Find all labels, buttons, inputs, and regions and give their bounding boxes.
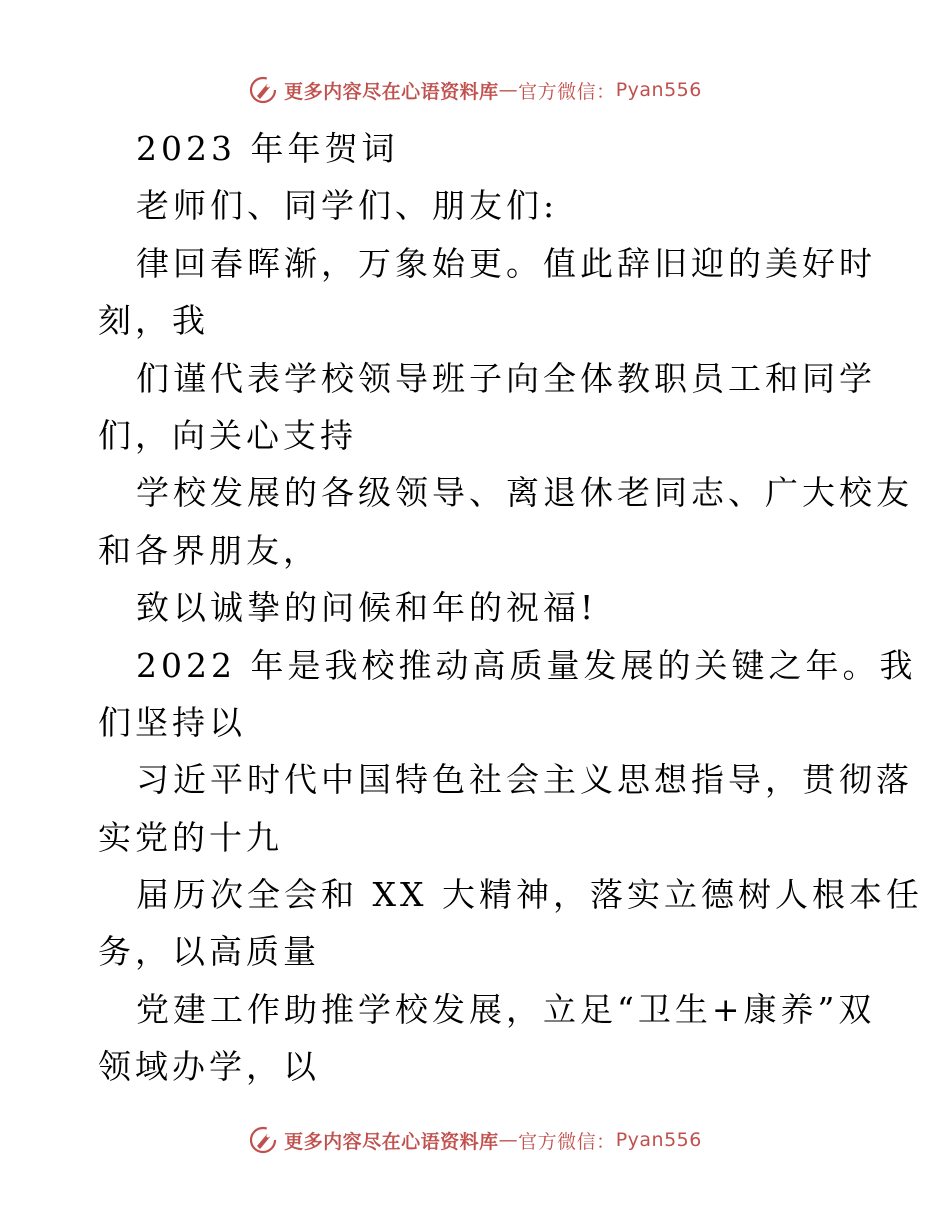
paragraph-line: 刻，我 xyxy=(98,301,209,341)
banner-contact-id: Pyan556 xyxy=(615,1129,702,1151)
banner-separator: — xyxy=(498,79,519,101)
paragraph-line: 届历次全会和 XX 大精神，落实立德树人根本任 xyxy=(136,875,923,915)
paragraph-line: 们，向关心支持 xyxy=(98,415,357,455)
paragraph-line: 领域办学，以 xyxy=(98,1047,320,1087)
banner-contact-label: 官方微信： xyxy=(518,1130,616,1153)
paragraph-line: 和各界朋友， xyxy=(98,530,320,570)
paragraph-line: 习近平时代中国特色社会主义思想指导，贯彻落 xyxy=(136,760,913,800)
header-banner xyxy=(0,70,950,110)
paragraph-line: 2022 年是我校推动高质量发展的关键之年。我 xyxy=(136,645,917,685)
paragraph-line: 们谨代表学校领导班子向全体教职员工和同学 xyxy=(136,358,876,398)
banner-contact-id: Pyan556 xyxy=(615,79,702,101)
banner-separator: — xyxy=(498,1129,519,1151)
salutation: 老师们、同学们、朋友们: xyxy=(136,186,559,226)
banner-contact-label: 官方微信： xyxy=(518,80,616,103)
banner-brand: 更多内容尽在心语资料库 xyxy=(284,80,499,103)
banner-brand: 更多内容尽在心语资料库 xyxy=(284,1130,499,1153)
paragraph-line: 党建工作助推学校发展，立足“卫生+康养”双 xyxy=(136,989,876,1029)
paragraph-line: 致以诚挚的问候和年的祝福! xyxy=(136,588,598,628)
pen-nib-logo-icon xyxy=(248,75,278,105)
document-title: 2023 年年贺词 xyxy=(136,129,399,168)
pen-nib-logo-icon xyxy=(248,1125,278,1155)
paragraph-line: 务，以高质量 xyxy=(98,932,320,972)
paragraph-line: 学校发展的各级领导、离退休老同志、广大校友 xyxy=(136,473,913,513)
document-body xyxy=(98,120,923,1096)
paragraph-line: 实党的十九 xyxy=(98,817,283,857)
footer-banner xyxy=(0,1120,950,1160)
paragraph-line: 律回春晖渐，万象始更。值此辞旧迎的美好时 xyxy=(136,243,876,283)
paragraph-line: 们坚持以 xyxy=(98,702,246,742)
